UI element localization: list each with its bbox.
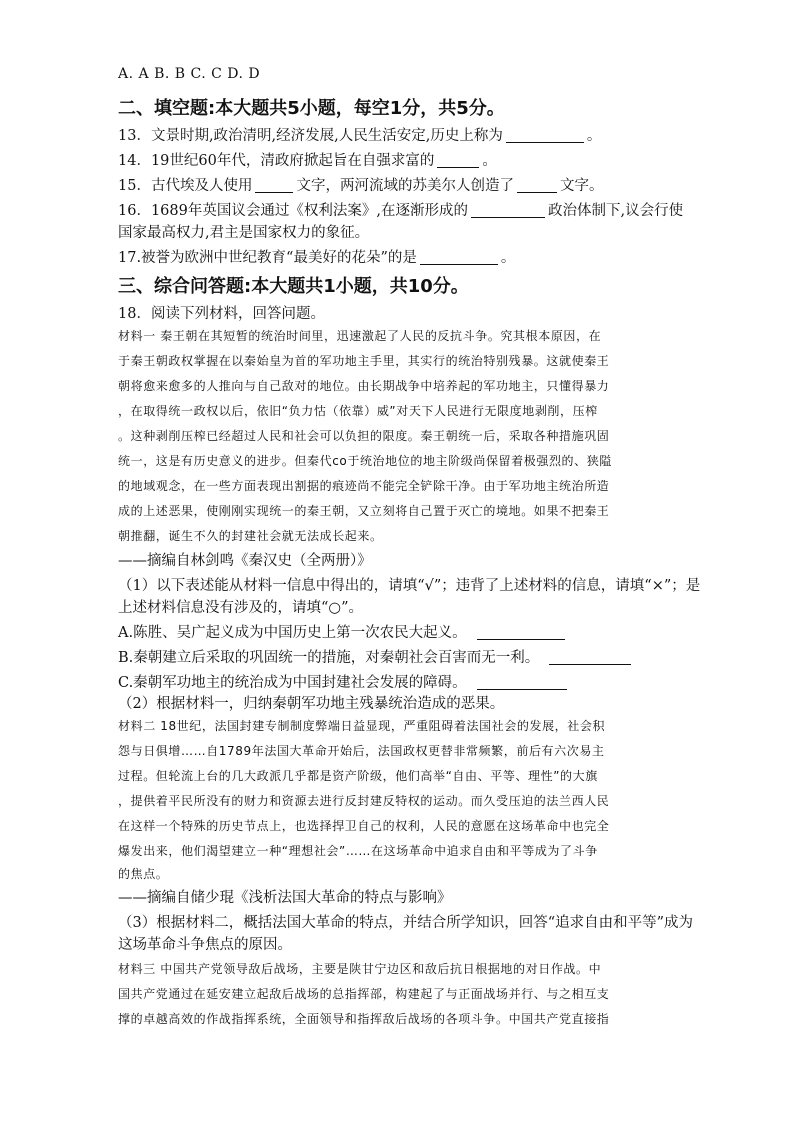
material1-line: 朝将愈来愈多的人推向与自己敌对的地位。由长期战争中培养起的军功地主，只懂得暴力 <box>118 379 610 393</box>
material1-line: 统一，这是有历史意义的进步。但秦代со于统治地位的地主阶级尚保留着极强烈的、狭隘 <box>118 454 612 468</box>
q15-blank-2[interactable] <box>517 178 557 193</box>
sub-question-1-cont: 上述材料信息没有涉及的，请填“○”。 <box>118 600 363 616</box>
q15-middle: 文字，两河流域的苏美尔人创造了 <box>296 178 514 194</box>
material1-line: ，在取得统一政权以后，依旧“负力怙（依靠）威”对天下人民进行无限度地剥削，压榨 <box>118 404 598 418</box>
material2-source: ——摘编自储少琨《浅析法国大革命的特点与影响》 <box>118 890 452 906</box>
material2-line: 怨与日俱增……自1789年法国大革命开始后，法国政权更替非常频繁，前后有六次易主 <box>118 744 605 758</box>
question-13 <box>118 124 753 145</box>
material1-line: 成的上述恶果，使刚刚实现统一的秦王朝，又立刻将自己置于灭亡的境地。如果不把秦王 <box>118 504 610 518</box>
q14-end: 。 <box>482 153 497 169</box>
material1-line: 的地域观念，在一些方面表现出割据的痕迹尚不能完全铲除干净。由于军功地主统治所造 <box>118 479 610 493</box>
question-17 <box>118 246 753 267</box>
material2-line: ，提供着平民所没有的财力和资源去进行反封建反特权的运动。而久受压迫的法兰西人民 <box>118 794 610 808</box>
q16-end: 政治体制下,议会行使 <box>547 203 684 219</box>
question-18-intro: 18．阅读下列材料，回答问题。 <box>118 306 325 322</box>
material1-line: 。这种剥削压榨已经超过人民和社会可以负担的限度。秦王朝统一后，采取各种措施巩固 <box>118 429 610 443</box>
statement-a-text: A.陈胜、吴广起义成为中国历史上第一次农民大起义。 <box>118 625 467 641</box>
question-16-line2: 国家最高权力,君主是国家权力的象征。 <box>118 225 370 241</box>
q14-text: 14．19世纪60年代，清政府掀起旨在自强求富的 <box>118 153 435 169</box>
material3-line: 撑的卓越高效的作战指挥系统，全面领导和指挥敌后战场的各项斗争。中国共产党直接指 <box>118 1012 610 1026</box>
q13-blank[interactable] <box>506 128 584 143</box>
statement-c <box>118 671 753 692</box>
question-15 <box>118 174 753 195</box>
q15-end: 文字。 <box>559 178 604 194</box>
q16-text: 16．1689年英国议会通过《权利法案》,在逐渐形成的 <box>118 203 468 219</box>
material3-line: 材料三 中国共产党领导敌后战场，主要是陕甘宁边区和敌后抗日根据地的对日作战。中 <box>118 962 602 976</box>
q13-end: 。 <box>586 128 602 144</box>
sub-question-3: （3）根据材料二，概括法国大革命的特点，并结合所学知识，回答“追求自由和平等”成为 <box>118 915 694 931</box>
material2-line: 爆发出来，他们渴望建立一种“理想社会”……在这场革命中追求自由和平等成为了斗争 <box>118 844 598 858</box>
q14-blank[interactable] <box>437 153 479 168</box>
statement-b <box>118 646 753 667</box>
q15-text: 15．古代埃及人使用 <box>118 178 253 194</box>
statement-a <box>118 621 753 642</box>
q16-blank[interactable] <box>471 203 545 218</box>
section2-heading: 二、填空题:本大题共5小题，每空1分，共5分。 <box>118 98 505 119</box>
statement-c-text: C.秦朝军功地主的统治成为中国封建社会发展的障碍。 <box>118 675 467 691</box>
material2-line: 的焦点。 <box>118 867 169 881</box>
material3-line: 国共产党通过在延安建立起敌后战场的总指挥部，构建起了与正面战场并行、与之相互支 <box>118 987 610 1001</box>
statement-a-blank[interactable] <box>477 625 565 640</box>
statement-b-blank[interactable] <box>549 650 631 665</box>
material2-line: 材料二 18世纪，法国封建专制制度弊端日益显现，严重阻碍着法国社会的发展，社会积 <box>118 719 606 733</box>
q17-end: 。 <box>500 250 516 266</box>
sub-question-3-cont: 这场革命斗争焦点的原因。 <box>118 937 292 953</box>
material1-line: 材料一 秦王朝在其短暂的统治时间里，迅速激起了人民的反抗斗争。究其根本原因，在 <box>118 329 602 343</box>
q17-text: 17.被誉为欧洲中世纪教育“最美好的花朵”的是 <box>118 250 417 266</box>
material1-line: 于秦王朝政权掌握在以秦始皇为首的军功地主手里，其实行的统治特别残暴。这就使秦王 <box>118 354 610 368</box>
material2-line: 过程。但轮流上台的几大政派几乎都是资产阶级，他们高举“自由、平等、理性”的大旗 <box>118 769 598 783</box>
statement-c-blank[interactable] <box>477 675 567 690</box>
material1-source: ——摘编自林剑鸣《秦汉史（全两册）》 <box>118 553 372 569</box>
sub-question-2: （2）根据材料一，归纳秦朝军功地主残暴统治造成的恶果。 <box>118 696 505 712</box>
statement-b-text: B.秦朝建立后采取的巩固统一的措施，对秦朝社会百害而无一利。 <box>118 650 540 666</box>
question-14 <box>118 149 753 170</box>
q17-blank[interactable] <box>420 250 498 265</box>
material1-line: 朝推翻，诞生不久的封建社会就无法成长起来。 <box>118 529 383 543</box>
material2-line: 在这样一个特殊的历史节点上，也选择捍卫自己的权利，人民的意愿在这场革命中也完全 <box>118 819 610 833</box>
options-line: A. A B. B C. C D. D <box>118 66 261 82</box>
q13-text: 13．文景时期,政治清明,经济发展,人民生活安定,历史上称为 <box>118 128 503 144</box>
section3-heading: 三、综合问答题:本大题共1小题，共10分。 <box>118 276 469 297</box>
question-16 <box>118 199 753 220</box>
sub-question-1: （1）以下表述能从材料一信息中得出的，请填“√”；违背了上述材料的信息，请填“×”；是 <box>118 578 701 594</box>
q15-blank-1[interactable] <box>255 178 293 193</box>
